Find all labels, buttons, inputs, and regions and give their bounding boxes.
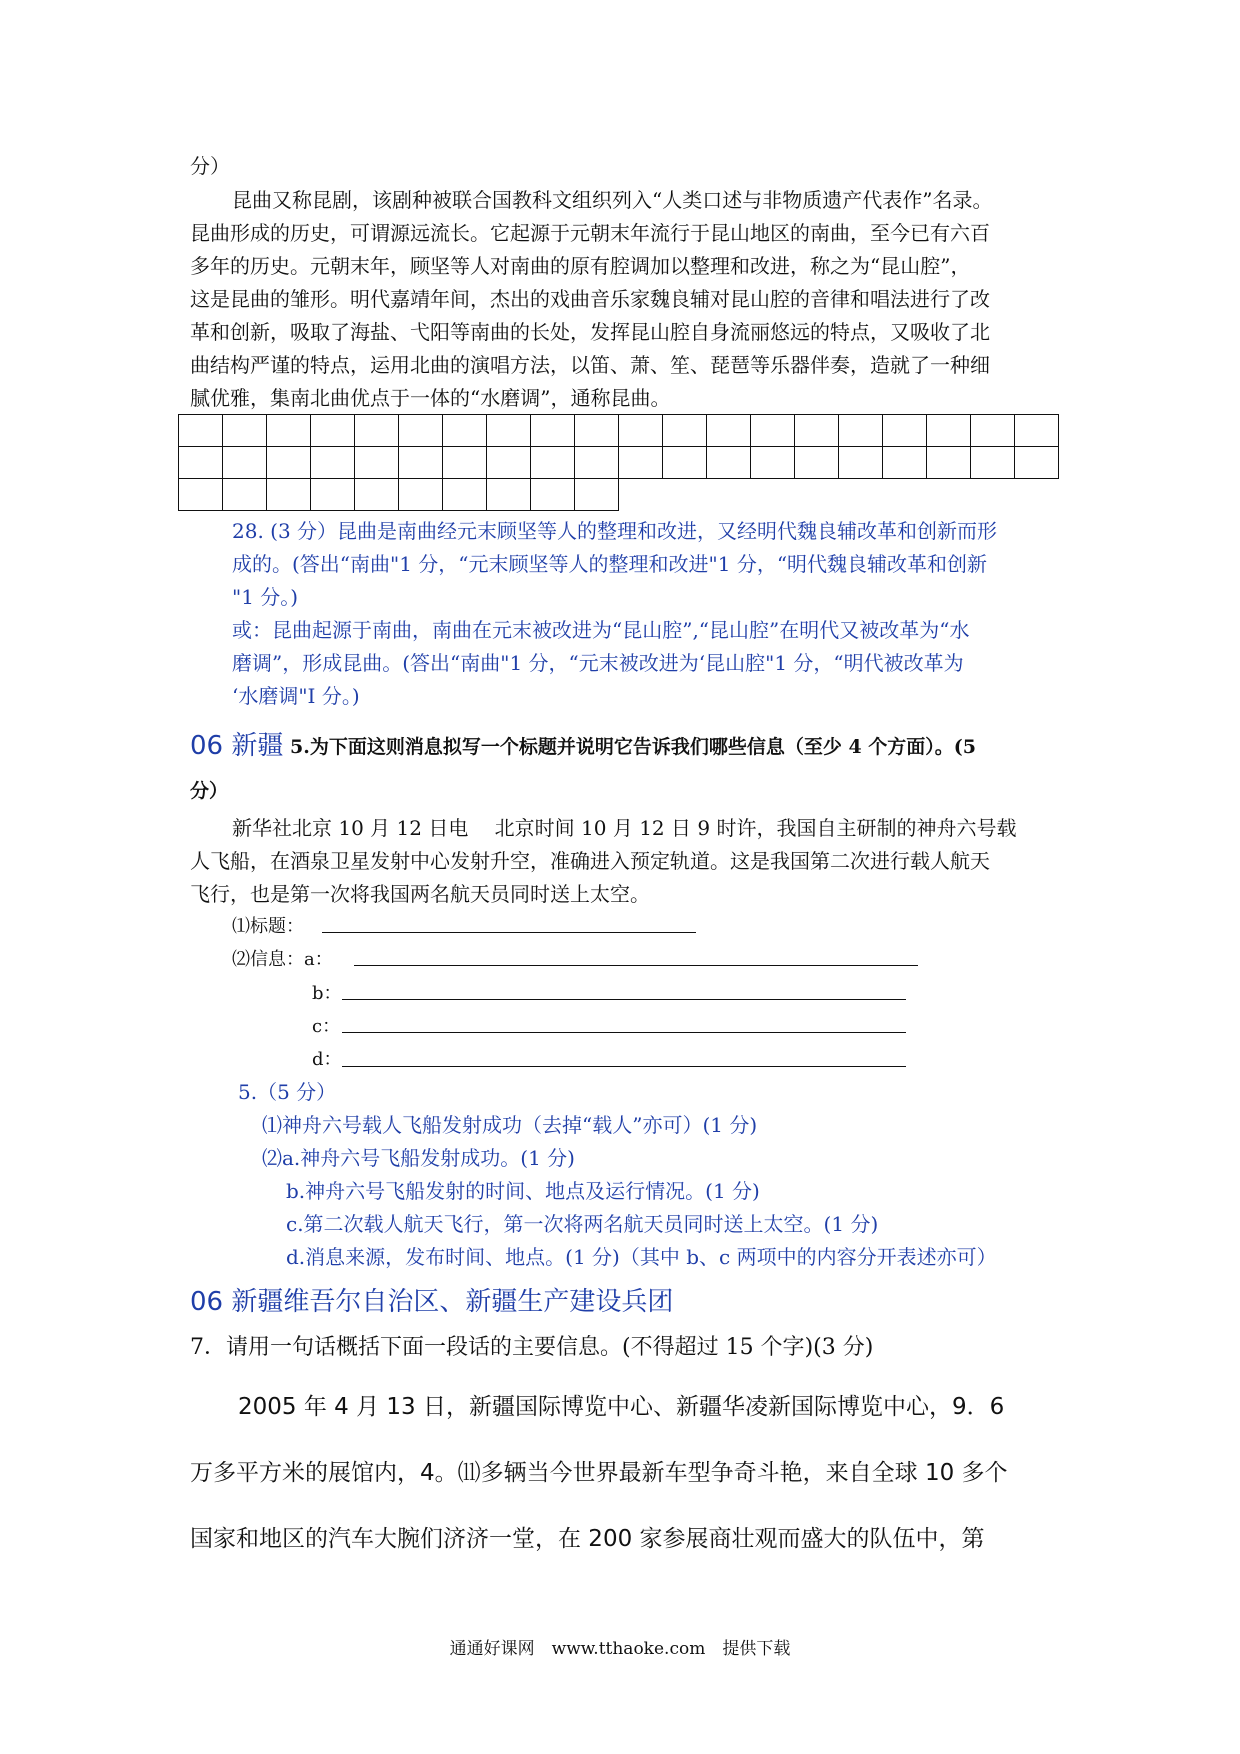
info-a-answer-line[interactable] xyxy=(354,965,918,966)
grid-cell[interactable] xyxy=(663,415,707,447)
grid-cell[interactable] xyxy=(575,415,619,447)
q5-news-line: 人飞船，在酒泉卫星发射中心发射升空，准确进入预定轨道。这是我国第二次进行载人航天 xyxy=(190,849,990,873)
blank-c-label: c： xyxy=(312,1016,341,1037)
q7-region-heading: 06 新疆维吾尔自治区、新疆生产建设兵团 xyxy=(190,1287,674,1317)
grid-cell[interactable] xyxy=(267,479,311,511)
grid-cell[interactable] xyxy=(883,447,927,479)
blank-d-label: d： xyxy=(312,1049,342,1070)
grid-cell[interactable] xyxy=(971,447,1015,479)
q27-line: 多年的历史。元朝末年，顾坚等人对南曲的原有腔调加以整理和改进，称之为“昆山腔”， xyxy=(190,254,971,278)
grid-cell[interactable] xyxy=(311,415,355,447)
blank-info-label: ⑵信息：a： xyxy=(232,949,333,970)
q27-tail: 分） xyxy=(190,154,230,178)
grid-empty xyxy=(619,479,663,511)
answer28-line: 成的。(答出“南曲"1 分，“元末顾坚等人的整理和改进"1 分，“明代魏良辅改革和创新 xyxy=(232,552,988,576)
grid-cell[interactable] xyxy=(179,479,223,511)
grid-empty xyxy=(663,479,707,511)
grid-cell[interactable] xyxy=(575,447,619,479)
grid-cell[interactable] xyxy=(355,447,399,479)
q7-text-line: 2005 年 4 月 13 日，新疆国际博览中心、新疆华凌新国际博览中心，9．6 xyxy=(238,1394,1005,1420)
grid-empty xyxy=(971,479,1015,511)
grid-cell[interactable] xyxy=(751,415,795,447)
answer5-line: ⑵a.神舟六号飞船发射成功。(1 分) xyxy=(262,1146,575,1170)
q5-prompt-tail: 分） xyxy=(190,780,229,802)
answer5-head: 5.（5 分） xyxy=(238,1080,337,1104)
title-answer-line[interactable] xyxy=(322,932,696,933)
grid-cell[interactable] xyxy=(311,447,355,479)
grid-empty xyxy=(707,479,751,511)
grid-cell[interactable] xyxy=(267,447,311,479)
q5-region-heading: 06 新疆 xyxy=(190,731,284,761)
grid-cell[interactable] xyxy=(223,447,267,479)
blank-b-label: b： xyxy=(312,983,342,1004)
grid-cell[interactable] xyxy=(619,447,663,479)
grid-row xyxy=(179,447,1059,479)
grid-cell[interactable] xyxy=(883,415,927,447)
grid-row xyxy=(179,415,1059,447)
q27-line: 革和创新，吸取了海盐、弋阳等南曲的长处，发挥昆山腔自身流丽悠远的特点，又吸收了北 xyxy=(190,320,990,344)
grid-cell[interactable] xyxy=(179,415,223,447)
grid-row xyxy=(179,479,1059,511)
grid-cell[interactable] xyxy=(707,415,751,447)
grid-cell[interactable] xyxy=(575,479,619,511)
grid-cell[interactable] xyxy=(399,479,443,511)
page-footer: 通通好课网 www.tthaoke.com 提供下载 xyxy=(449,1639,791,1659)
blank-title-label: ⑴标题： xyxy=(232,916,304,937)
q27-line: 曲结构严谨的特点，运用北曲的演唱方法，以笛、萧、笙、琵琶等乐器伴奏，造就了一种细 xyxy=(190,353,990,377)
q7-text-line: 万多平方米的展馆内，4。⑾多辆当今世界最新车型争奇斗艳，来自全球 10 多个 xyxy=(190,1460,1008,1486)
grid-cell[interactable] xyxy=(355,415,399,447)
grid-cell[interactable] xyxy=(707,447,751,479)
answer-grid xyxy=(178,414,1059,511)
q7-text-line: 国家和地区的汽车大腕们济济一堂，在 200 家参展商壮观而盛大的队伍中，第 xyxy=(190,1526,985,1552)
answer28-line: 或：昆曲起源于南曲，南曲在元末被改进为“昆山腔”,“昆山腔”在明代又被改革为“水 xyxy=(232,618,970,642)
grid-cell[interactable] xyxy=(1015,447,1059,479)
grid-cell[interactable] xyxy=(531,479,575,511)
grid-cell[interactable] xyxy=(751,447,795,479)
q27-line: 腻优雅，集南北曲优点于一体的“水磨调”，通称昆曲。 xyxy=(190,386,671,410)
grid-cell[interactable] xyxy=(487,479,531,511)
grid-cell[interactable] xyxy=(795,415,839,447)
info-d-answer-line[interactable] xyxy=(342,1066,906,1067)
grid-cell[interactable] xyxy=(487,447,531,479)
grid-cell[interactable] xyxy=(223,479,267,511)
grid-cell[interactable] xyxy=(927,415,971,447)
answer28-line: ‘水磨调"I 分。) xyxy=(232,684,360,708)
answer5-line: c.第二次载人航天飞行，第一次将两名航天员同时送上太空。(1 分) xyxy=(286,1212,879,1236)
answer28-line: 磨调”，形成昆曲。(答出“南曲"1 分，“元末被改进为‘昆山腔"1 分，“明代被改革为 xyxy=(232,651,964,675)
answer5-line: d.消息来源，发布时间、地点。(1 分)（其中 b、c 两项中的内容分开表述亦可） xyxy=(286,1245,997,1269)
grid-empty xyxy=(1015,479,1059,511)
grid-cell[interactable] xyxy=(179,447,223,479)
info-b-answer-line[interactable] xyxy=(342,999,906,1000)
grid-cell[interactable] xyxy=(927,447,971,479)
grid-cell[interactable] xyxy=(839,415,883,447)
grid-cell[interactable] xyxy=(531,415,575,447)
grid-cell[interactable] xyxy=(443,479,487,511)
q5-news-line: 新华社北京 10 月 12 日电 北京时间 10 月 12 日 9 时许，我国自主研制的神舟六号载 xyxy=(232,816,1017,840)
q27-line: 这是昆曲的雏形。明代嘉靖年间，杰出的戏曲音乐家魏良辅对昆山腔的音律和唱法进行了改 xyxy=(190,287,990,311)
grid-cell[interactable] xyxy=(487,415,531,447)
grid-cell[interactable] xyxy=(795,447,839,479)
info-c-answer-line[interactable] xyxy=(342,1032,906,1033)
grid-cell[interactable] xyxy=(399,415,443,447)
q5-news-line: 飞行，也是第一次将我国两名航天员同时送上太空。 xyxy=(190,882,650,906)
grid-empty xyxy=(751,479,795,511)
answer5-line: ⑴神舟六号载人飞船发射成功（去掉“载人”亦可）(1 分) xyxy=(262,1113,758,1137)
grid-cell[interactable] xyxy=(443,415,487,447)
grid-empty xyxy=(883,479,927,511)
answer28-line: 28. (3 分）昆曲是南曲经元末顾坚等人的整理和改进，又经明代魏良辅改革和创新而形 xyxy=(232,519,998,543)
grid-empty xyxy=(927,479,971,511)
grid-cell[interactable] xyxy=(443,447,487,479)
grid-cell[interactable] xyxy=(311,479,355,511)
grid-cell[interactable] xyxy=(1015,415,1059,447)
grid-cell[interactable] xyxy=(971,415,1015,447)
grid-cell[interactable] xyxy=(267,415,311,447)
q7-prompt: 7．请用一句话概括下面一段话的主要信息。(不得超过 15 个字)(3 分) xyxy=(190,1335,874,1360)
grid-cell[interactable] xyxy=(223,415,267,447)
grid-cell[interactable] xyxy=(531,447,575,479)
grid-cell[interactable] xyxy=(839,447,883,479)
grid-cell[interactable] xyxy=(619,415,663,447)
answer28-line: "1 分。) xyxy=(232,585,299,609)
q27-line: 昆曲又称昆剧，该剧种被联合国教科文组织列入“人类口述与非物质遗产代表作”名录。 xyxy=(232,188,993,212)
q5-prompt: 5.为下面这则消息拟写一个标题并说明它告诉我们哪些信息（至少 4 个方面）。(5 xyxy=(290,736,976,758)
grid-cell[interactable] xyxy=(663,447,707,479)
answer5-line: b.神舟六号飞船发射的时间、地点及运行情况。(1 分) xyxy=(286,1179,760,1203)
grid-empty xyxy=(795,479,839,511)
q27-line: 昆曲形成的历史，可谓源远流长。它起源于元朝末年流行于昆山地区的南曲，至今已有六百 xyxy=(190,221,990,245)
grid-cell[interactable] xyxy=(399,447,443,479)
grid-cell[interactable] xyxy=(355,479,399,511)
grid-empty xyxy=(839,479,883,511)
